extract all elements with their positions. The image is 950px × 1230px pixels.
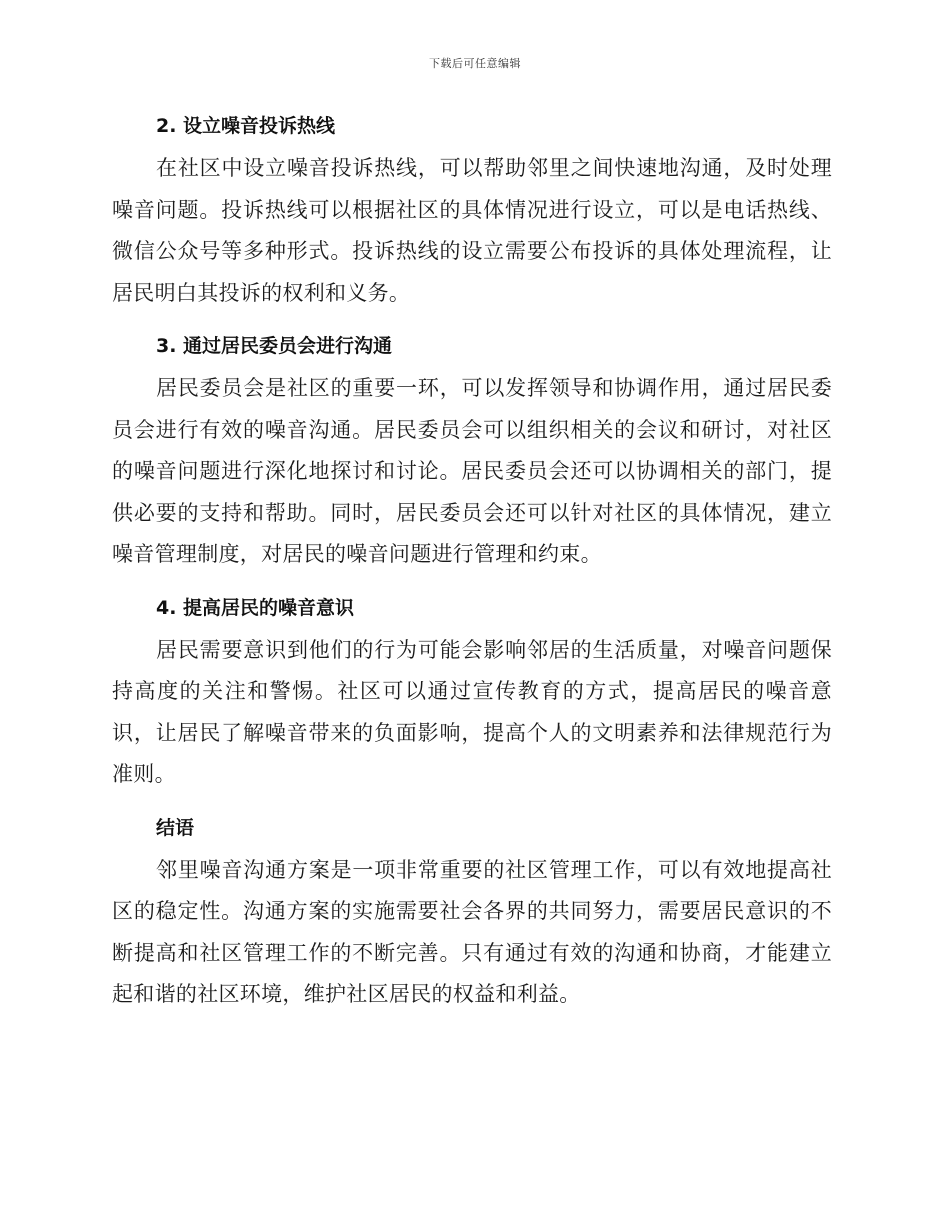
section-heading: 4. 提高居民的噪音意识	[156, 596, 355, 619]
section-heading: 3. 通过居民委员会进行沟通	[156, 335, 393, 357]
section-heading: 2. 设立噪音投诉热线	[156, 115, 336, 137]
section-paragraph: 居民需要意识到他们的行为可能会影响邻居的生活质量，对噪音问题保持高度的关注和警惕。社区可以通过宣传教育的方式，提高居民的噪音意识，让居民了解噪音带来的负面影响，提高个人的文明素养和法律规范行为准则。	[112, 637, 832, 786]
section-noise-awareness	[112, 590, 832, 796]
section-paragraph: 居民委员会是社区的重要一环，可以发挥领导和协调作用，通过居民委员会进行有效的噪音沟通。居民委员会可以组织相关的会议和研讨，对社区的噪音问题进行深化地探讨和讨论。居民委员会还可以协调相关的部门，提供必要的支持和帮助。同时，居民委员会还可以针对社区的具体情况，建立噪音管理制度，对居民的噪音问题进行管理和约束。	[112, 376, 832, 566]
section-paragraph: 邻里噪音沟通方案是一项非常重要的社区管理工作，可以有效地提高社区的稳定性。沟通方案的实施需要社会各界的共同努力，需要居民意识的不断提高和社区管理工作的不断完善。只有通过有效的沟通和协商，才能建立起和谐的社区环境，维护社区居民的权益和利益。	[112, 857, 832, 1006]
section-conclusion	[112, 810, 832, 1016]
section-residents-committee	[112, 328, 832, 576]
section-heading: 结语	[156, 816, 195, 839]
header-note: 下载后可任意编辑	[429, 57, 521, 70]
section-paragraph: 在社区中设立噪音投诉热线，可以帮助邻里之间快速地沟通，及时处理噪音问题。投诉热线可以根据社区的具体情况进行设立，可以是电话热线、微信公众号等多种形式。投诉热线的设立需要公布投诉的具体处理流程，让居民明白其投诉的权利和义务。	[112, 156, 832, 305]
document-body	[112, 108, 832, 1030]
section-complaint-hotline	[112, 108, 832, 314]
